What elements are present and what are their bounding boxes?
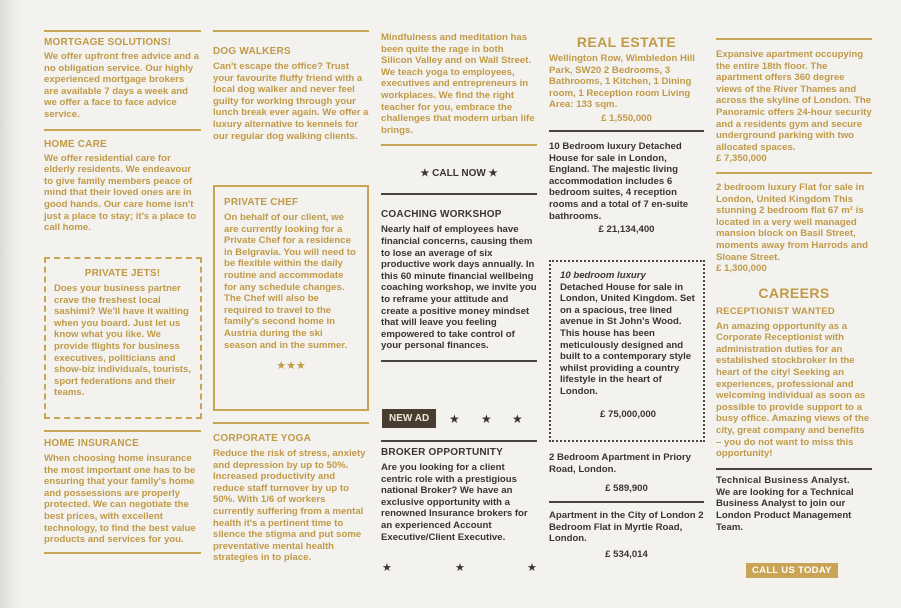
apartment-body: Expansive apartment occupying the entire 18th floor. The apartment offers 360 degree views of the River Thames and across the skyline of London. The Panoramic offers 24-hour security and a residents gym and secure underground parking with two allocated spaces.: [716, 49, 872, 153]
column-2: [213, 30, 369, 142]
chef-body-2: The Chef will also be required to travel to the family's second home in Austria during the ski season and in the summer.: [224, 293, 348, 351]
yoga-section: [213, 422, 369, 564]
call-us-today-button[interactable]: CALL US TODAY: [746, 563, 838, 578]
divider: [716, 38, 872, 40]
divider: [44, 30, 201, 32]
column-4: [549, 34, 704, 235]
chef-body-1: On behalf of our client, we are currently looking for a Private Chef for a residence in Belgravia. You will need to be flexible within the daily routine and accommodate for any schedule changes.: [224, 212, 356, 293]
coaching-body: Nearly half of employees have financial concerns, causing them to lose an average of six productive work days annually. In this 60 minute financial wellbeing coaching workshop, we invite you to reframe your attitude and create a positive money mindset that will leave you feeling empowered to take control of your personal finances.: [381, 224, 537, 352]
mortgage-title: MORTGAGE SOLUTIONS!: [44, 37, 172, 48]
listing-body: 2 Bedroom Apartment in Priory Road, London.: [549, 452, 691, 475]
jets-title: PRIVATE JETS!: [84, 268, 161, 279]
dog-title: DOG WALKERS: [213, 46, 291, 57]
divider: [213, 30, 369, 32]
insurance-body: When choosing home insurance the most important one has to be ensuring that your family's home and possessions are properly protected. We can negotiate the best prices, with excellent technology, to find the best value products and services for you.: [44, 453, 196, 546]
divider: [716, 172, 872, 174]
careers-heading: CAREERS: [758, 284, 830, 301]
divider: [549, 130, 704, 132]
listing-price: £ 1,550,000: [601, 112, 652, 124]
homecare-body: We offer residential care for elderly residents. We endeavour to give family members peace of mind that their loved ones are in good hands. Our care home isn't just a place to stay; it's a place to call home.: [44, 152, 197, 234]
star-icon: ★: [382, 562, 392, 574]
broker-body: Are you looking for a client centric role with a prestigious national Broker? We have an exclusive opportunity with a renowned Insurance brokers for an experienced Account Executive/Client Executive.: [381, 462, 528, 543]
insurance-title: HOME INSURANCE: [44, 438, 140, 449]
apartment-price: £ 7,350,000: [716, 153, 767, 165]
column-5: [716, 38, 872, 533]
private-chef-ad: [213, 185, 369, 411]
private-jets-ad: [44, 257, 202, 419]
divider: [213, 422, 369, 424]
real-estate-heading: REAL ESTATE: [576, 34, 677, 50]
mortgage-body: We offer upfront free advice and a no obligation service. Our highly experienced mortgage brokers are available 7 days a week and we offer a face to face advice service.: [44, 51, 199, 120]
chef-stars: ★★★: [276, 360, 306, 373]
column-3: [381, 32, 537, 362]
dog-body: Can't escape the office? Trust your favourite fluffy friend with a local dog walker and never feel guilty for working through your lunch break ever again. We offer a luxury alternative to kennels for our regular dog walking clients.: [213, 61, 369, 142]
column-1: [44, 30, 201, 234]
receptionist-title: RECEPTIONIST WANTED: [716, 305, 835, 317]
listing-title: 10 bedroom luxury: [560, 270, 646, 281]
divider: [44, 129, 201, 131]
featured-listing: [549, 260, 705, 442]
insurance-section: [44, 430, 201, 554]
divider: [549, 501, 704, 503]
star-icon: ★: [527, 562, 537, 574]
divider: [44, 430, 201, 432]
homecare-title: HOME CARE: [44, 138, 107, 150]
listing-body: Wellington Row, Wimbledon Hill Park, SW20 2 Bedrooms, 3 Bathrooms, 1 Kitchen, 1 Dining room, 1 Reception room Living Area: 133 sqm.: [549, 53, 695, 111]
star-icon: ★: [455, 562, 465, 574]
analyst-title: Technical Business Analyst.: [716, 474, 850, 486]
divider: [381, 440, 537, 442]
star-icon: ★: [481, 412, 492, 426]
yoga-body: Reduce the risk of stress, anxiety and depression by up to 50%. Increased productivity and reduce staff turnover by up to 50%. With 1/6 of workers currently suffering from a mental health it's a pertinent time to silence the stigma and put some preventative mental health strategies in to place.: [213, 448, 366, 564]
coaching-title: COACHING WORKSHOP: [381, 209, 502, 221]
broker-section: [381, 440, 537, 543]
listing-price: £ 75,000,000: [599, 408, 657, 420]
apartment-body: 2 bedroom luxury Flat for sale in London, United Kingdom This stunning 2 bedroom flat 67 m² is located in a very well managed mansion block on Basil Street, moments away from Harrods and Sloane Street.: [716, 181, 868, 263]
jets-body: Does your business partner crave the freshest local sashimi? We'll have it waiting when you board. Just let us know what you like. We provide flights for business executives, politicians and show-biz individuals, tourists, sport federations and their teams.: [54, 283, 191, 399]
listing-price: £ 534,014: [605, 548, 648, 560]
analyst-body: We are looking for a Technical Business Analyst to join our London Product Management Team.: [716, 486, 854, 533]
listing-body: Detached House for sale in London, United Kingdom. Set on a spacious, tree lined avenue in St John's Wood. This house has been meticulously designed and built to a contemporary style whilst providing a country lifestyle in the heart of London.: [560, 281, 695, 397]
listing-price: £ 21,134,400: [598, 224, 655, 236]
divider: [44, 552, 201, 554]
broker-title: BROKER OPPORTUNITY: [381, 447, 503, 458]
yoga-title: CORPORATE YOGA: [213, 433, 311, 444]
listing-body: 10 Bedroom luxury Detached House for sale in London, England. The majestic living accommodation includes 6 bedroom suites, 4 reception rooms and a total of 7 en-suite bathrooms.: [549, 140, 689, 222]
new-ad-badge: NEW AD: [382, 409, 436, 428]
star-icon: ★: [449, 412, 460, 426]
call-now-link[interactable]: ★ CALL NOW ★: [420, 168, 498, 180]
divider: [381, 193, 537, 195]
divider: [381, 144, 537, 146]
apartment-price: £ 1,300,000: [716, 263, 767, 275]
mindfulness-body: Mindfulness and meditation has been quite the rage in both Silicon Valley and on Wall Street. We teach yoga to employees, executives and entrepreneurs in workplaces. We find the right teacher for you, embrace the challenges that modern urban life brings.: [381, 32, 535, 136]
listing-body: Apartment in the City of London 2 Bedroom Flat in Myrtle Road, London.: [549, 510, 704, 545]
book-spine: [0, 0, 22, 608]
chef-title: PRIVATE CHEF: [224, 197, 299, 208]
star-icon: ★: [512, 412, 523, 426]
receptionist-body: An amazing opportunity as a Corporate Receptionist with administration duties for an established stockbroker in the heart of the city! Seeking an experiences, professional and welcoming individual as soon as possible to provide support to a busy office. Amazing views of the city, great company and benefits – you do not want to miss this opportunity!: [716, 320, 870, 460]
listings-bottom: [549, 452, 704, 560]
listing-price: £ 589,900: [605, 483, 648, 495]
divider: [716, 468, 872, 470]
divider: [381, 360, 537, 362]
